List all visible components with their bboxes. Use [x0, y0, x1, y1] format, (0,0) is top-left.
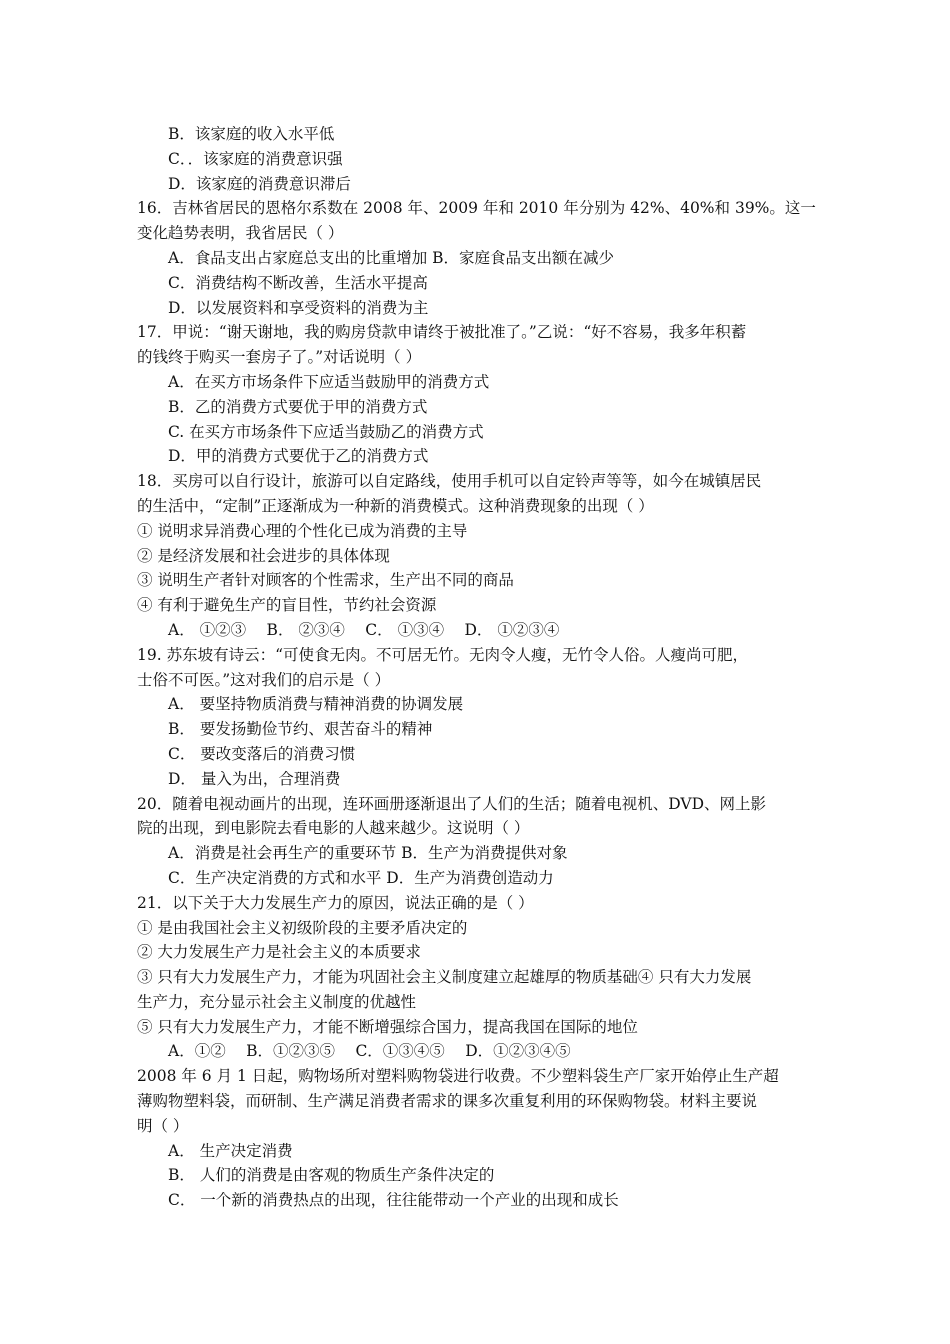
question-text-line: 21．以下关于大力发展生产力的原因，说法正确的是（ ） — [137, 893, 534, 912]
question-text-line: ③ 只有大力发展生产力，才能为巩固社会主义制度建立起雄厚的物质基础④ 只有大力发展 — [137, 968, 752, 987]
question-text-line: 院的出现，到电影院去看电影的人越来越少。这说明（ ） — [137, 819, 530, 838]
answer-option-line: B．该家庭的收入水平低 — [168, 125, 335, 143]
answer-option-line: C．．该家庭的消费意识强 — [168, 149, 343, 168]
answer-option-line: B． 要发扬勤俭节约、艰苦奋斗的精神 — [168, 720, 433, 739]
answer-option-line: C. 在买方市场条件下应适当鼓励乙的消费方式 — [168, 422, 484, 441]
answer-option-line: D． 量入为出，合理消费 — [168, 769, 341, 788]
answer-option-line: A．①② B．①②③⑤ C．①③④⑤ D．①②③④⑤ — [168, 1042, 571, 1061]
answer-option-line: C． 一个新的消费热点的出现，往往能带动一个产业的出现和成长 — [168, 1191, 619, 1210]
answer-option-line: D．以发展资料和享受资料的消费为主 — [168, 298, 429, 317]
question-text-line: ② 大力发展生产力是社会主义的本质要求 — [137, 943, 421, 962]
question-text-line: 的生活中，“定制”正逐渐成为一种新的消费模式。这种消费现象的出现（ ） — [137, 496, 654, 515]
answer-option-line: B． 人们的消费是由客观的物质生产条件决定的 — [168, 1166, 495, 1185]
answer-option-line: D．该家庭的消费意识滞后 — [168, 174, 351, 193]
question-text-line: ④ 有利于避免生产的盲目性，节约社会资源 — [137, 596, 437, 615]
question-text-line: ① 说明求异消费心理的个性化已成为消费的主导 — [137, 521, 468, 540]
question-text-line: 20．随着电视动画片的出现，连环画册逐渐退出了人们的生活；随着电视机、DVD、网上影 — [137, 794, 767, 813]
question-text-line: 变化趋势表明，我省居民（ ） — [137, 224, 344, 243]
question-text-line: 2008 年 6 月 1 日起，购物场所对塑料购物袋进行收费。不少塑料袋生产厂家开始停止生产超 — [137, 1067, 779, 1086]
question-text-line: 18．买房可以自行设计，旅游可以自定路线，使用手机可以自定铃声等等，如今在城镇居民 — [137, 472, 762, 491]
answer-option-line: A． 生产决定消费 — [168, 1141, 293, 1160]
question-text-line: 薄购物塑料袋，而研制、生产满足消费者需求的课多次重复利用的环保购物袋。材料主要说 — [137, 1092, 758, 1111]
answer-option-line: A． 要坚持物质消费与精神消费的协调发展 — [168, 695, 464, 714]
answer-option-line: A．消费是社会再生产的重要环节 B．生产为消费提供对象 — [168, 844, 568, 863]
answer-option-line: C． 要改变落后的消费习惯 — [168, 744, 356, 763]
question-text-line: 生产力，充分显示社会主义制度的优越性 — [137, 992, 417, 1011]
answer-option-line: C．消费结构不断改善，生活水平提高 — [168, 273, 428, 292]
question-text-line: 16．吉林省居民的恩格尔系数在 2008 年、2009 年和 2010 年分别为 42%、40%和 39%。这一 — [137, 199, 816, 218]
question-text-line: ⑤ 只有大力发展生产力，才能不断增强综合国力，提高我国在国际的地位 — [137, 1017, 638, 1036]
answer-option-line: A．在买方市场条件下应适当鼓励甲的消费方式 — [168, 372, 490, 391]
answer-option-line: C．生产决定消费的方式和水平 D．生产为消费创造动力 — [168, 868, 554, 887]
answer-option-line: B．乙的消费方式要优于甲的消费方式 — [168, 397, 428, 416]
question-text-line: ① 是由我国社会主义初级阶段的主要矛盾决定的 — [137, 918, 468, 937]
question-text-line: 17．甲说：“谢天谢地，我的购房贷款申请终于被批准了。”乙说：“好不容易，我多年积蓄 — [137, 323, 747, 342]
question-text-line: 明（ ） — [137, 1116, 189, 1135]
question-text-line: 的钱终于购买一套房子了。”对话说明（ ） — [137, 348, 422, 367]
question-text-line: 19. 苏东坡有诗云：“可使食无肉。不可居无竹。无肉令人瘦，无竹令人俗。人瘦尚可肥， — [137, 645, 749, 664]
question-text-line: ③ 说明生产者针对顾客的个性需求，生产出不同的商品 — [137, 571, 514, 590]
answer-option-line: D．甲的消费方式要优于乙的消费方式 — [168, 447, 429, 466]
document-body — [137, 122, 817, 1213]
answer-option-line: A． ①②③ B． ②③④ C． ①③④ D． ①②③④ — [168, 620, 560, 639]
answer-option-line: A．食品支出占家庭总支出的比重增加 B．家庭食品支出额在减少 — [168, 248, 615, 267]
question-text-line: 士俗不可医。”这对我们的启示是（ ） — [137, 670, 391, 689]
question-text-line: ② 是经济发展和社会进步的具体体现 — [137, 546, 390, 565]
